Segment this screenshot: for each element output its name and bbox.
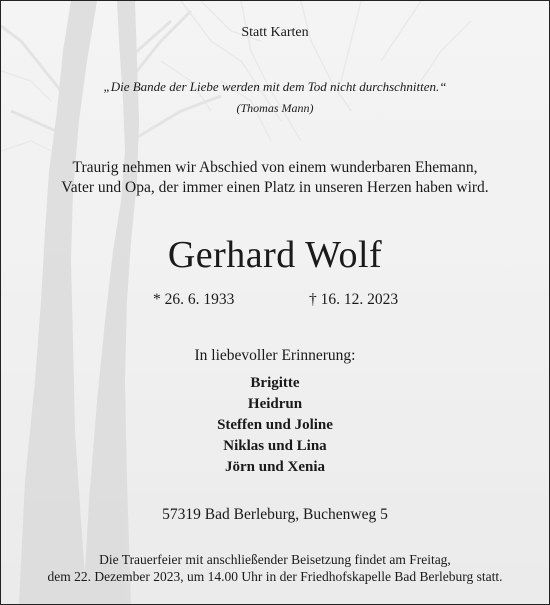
memory-heading: In liebevoller Erinnerung:: [194, 347, 356, 364]
death-date: † 16. 12. 2023: [309, 291, 399, 308]
family-names: [1, 373, 549, 478]
family-member: Brigitte: [250, 375, 300, 391]
deceased-name: Gerhard Wolf: [167, 234, 383, 276]
family-member: Heidrun: [247, 396, 303, 412]
family-member: Jörn und Xenia: [224, 459, 326, 475]
birth-date: * 26. 6. 1933: [153, 291, 235, 308]
intro-line-2: Vater und Opa, der immer einen Platz in unseren Herzen haben wird.: [61, 179, 489, 196]
address: 57319 Bad Berleburg, Buchenweg 5: [162, 506, 388, 523]
family-member: Steffen und Joline: [217, 417, 333, 433]
funeral-line-2: dem 22. Dezember 2023, um 14.00 Uhr in der Friedhofskapelle Bad Berleburg statt.: [47, 569, 503, 584]
family-member: Niklas und Lina: [223, 438, 327, 454]
quote-author: (Thomas Mann): [236, 101, 314, 115]
funeral-line-1: Die Trauerfeier mit anschließender Beisetzung findet am Freitag,: [99, 552, 451, 567]
intro-text: [1, 158, 549, 198]
funeral-info: [1, 551, 549, 585]
statt-karten-label: Statt Karten: [241, 25, 309, 40]
quote-text: „Die Bande der Liebe werden mit dem Tod nicht durchschnitten.“: [103, 79, 447, 94]
intro-line-1: Traurig nehmen wir Abschied von einem wunderbaren Ehemann,: [72, 159, 478, 176]
